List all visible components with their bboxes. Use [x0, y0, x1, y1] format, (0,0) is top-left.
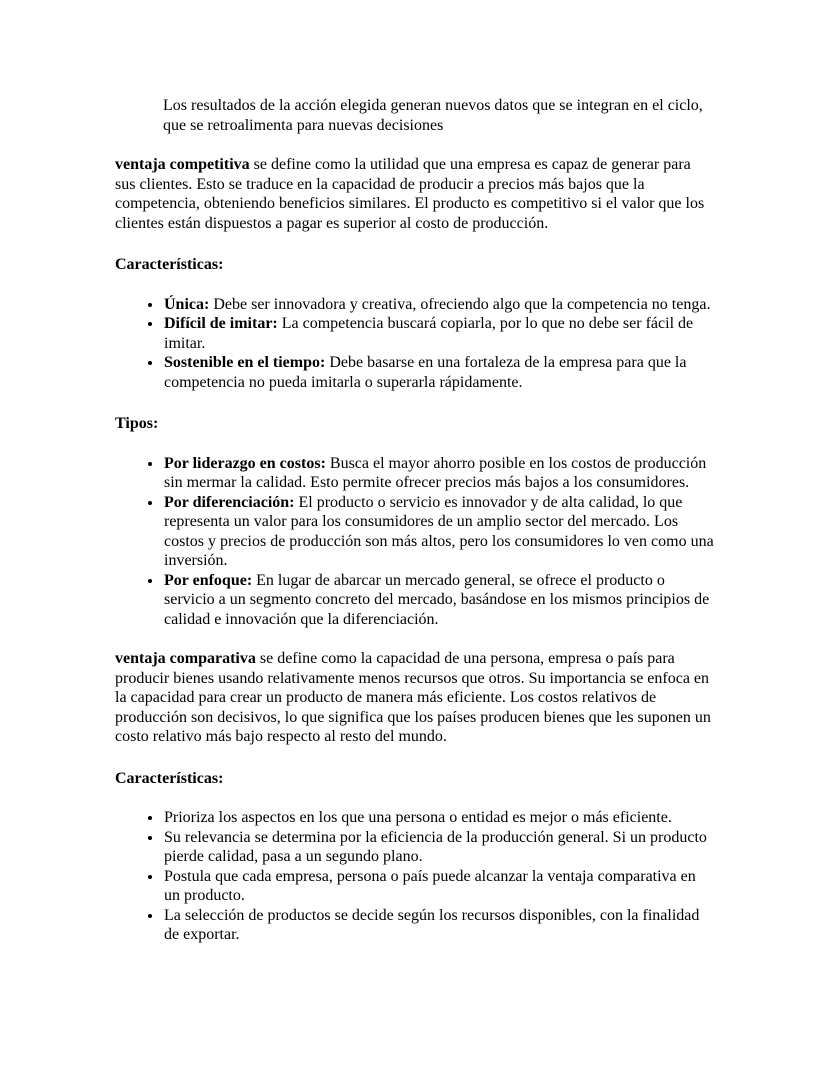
list-item-text: Postula que cada empresa, persona o país puede alcanzar la ventaja comparativa en un producto.	[164, 867, 696, 904]
list-item	[163, 828, 714, 867]
bullet-list-caracteristicas-2	[115, 808, 714, 945]
paragraph-text: se define como la utilidad que una empresa es capaz de generar para sus clientes. Esto se traduce en la capacidad de producir a precios más bajos que la competencia, obteniendo beneficios similares. El producto es competitivo si el valor que los clientes están dispuestos a pagar es superior al costo de producción.	[115, 156, 705, 232]
list-item-text: Su relevancia se determina por la eficiencia de la producción general. Si un producto pierde calidad, pasa a un segundo plano.	[164, 828, 707, 865]
list-item	[163, 493, 714, 571]
list-item	[163, 906, 714, 945]
list-item	[163, 867, 714, 906]
section-heading-tipos: Tipos:	[115, 415, 159, 432]
list-item	[163, 571, 714, 630]
section-heading-caracteristicas-2: Características:	[115, 769, 224, 787]
list-item-text: Debe basarse en una fortaleza de la empresa para que la competencia no pueda imitarla o superarla rápidamente.	[164, 354, 687, 391]
list-item	[163, 295, 714, 315]
list-item-bold-lead: Única:	[164, 295, 210, 313]
list-item-text: Debe ser innovadora y creativa, ofreciendo algo que la competencia no tenga.	[209, 295, 711, 313]
paragraph-bold-lead: ventaja comparativa	[115, 650, 256, 667]
list-item	[163, 353, 714, 392]
list-item-text: Busca el mayor ahorro posible en los costos de producción sin mermar la calidad. Esto permite ofrecer precios más bajos a los consumidores.	[164, 454, 707, 491]
paragraph-text: se define como la capacidad de una persona, empresa o país para producir bienes usando relativamente menos recursos que otros. Su importancia se enfoca en la capacidad para crear un producto de manera más eficiente. Los costos relativos de producción son decisivos, lo que significa que los países producen bienes que les suponen un costo relativo más bajo respecto al resto del mundo.	[115, 650, 711, 745]
section-heading-caracteristicas-1: Características:	[115, 256, 224, 273]
paragraph-ventaja-comparativa	[115, 649, 714, 747]
list-item-bold-lead: Sostenible en el tiempo:	[164, 354, 326, 371]
list-item-text: La competencia buscará copiarla, por lo que no debe ser fácil de imitar.	[164, 315, 694, 352]
paragraph-ventaja-competitiva	[115, 155, 714, 233]
list-item-bold-lead: Por diferenciación:	[164, 493, 295, 511]
list-item-text: La selección de productos se decide según los recursos disponibles, con la finalidad de exportar.	[164, 906, 700, 943]
list-item	[163, 314, 714, 353]
list-item-text: En lugar de abarcar un mercado general, se ofrece el producto o servicio a un segmento concreto del mercado, basándose en los mismos principios de calidad e innovación que la diferenciación.	[164, 571, 710, 628]
intro-paragraph	[163, 96, 714, 135]
list-item	[163, 454, 714, 493]
list-item-text: El producto o servicio es innovador y de alta calidad, lo que representa un valor para los consumidores de un amplio sector del mercado. Los costos y precios de producción son más altos, pero los consumidores lo ven como una inversión.	[164, 493, 714, 569]
list-item	[163, 808, 714, 828]
intro-paragraph-text: Los resultados de la acción elegida generan nuevos datos que se integran en el ciclo, que se retroalimenta para nuevas decisiones	[163, 97, 703, 134]
list-item-bold-lead: Por enfoque:	[164, 571, 253, 589]
list-item-bold-lead: Por liderazgo en costos:	[164, 454, 326, 472]
list-item-text: Prioriza los aspectos en los que una persona o entidad es mejor o más eficiente.	[164, 809, 672, 826]
paragraph-bold-lead: ventaja competitiva	[115, 156, 250, 173]
bullet-list-caracteristicas-1	[115, 295, 714, 393]
list-item-bold-lead: Difícil de imitar:	[164, 315, 278, 332]
bullet-list-tipos	[115, 454, 714, 630]
